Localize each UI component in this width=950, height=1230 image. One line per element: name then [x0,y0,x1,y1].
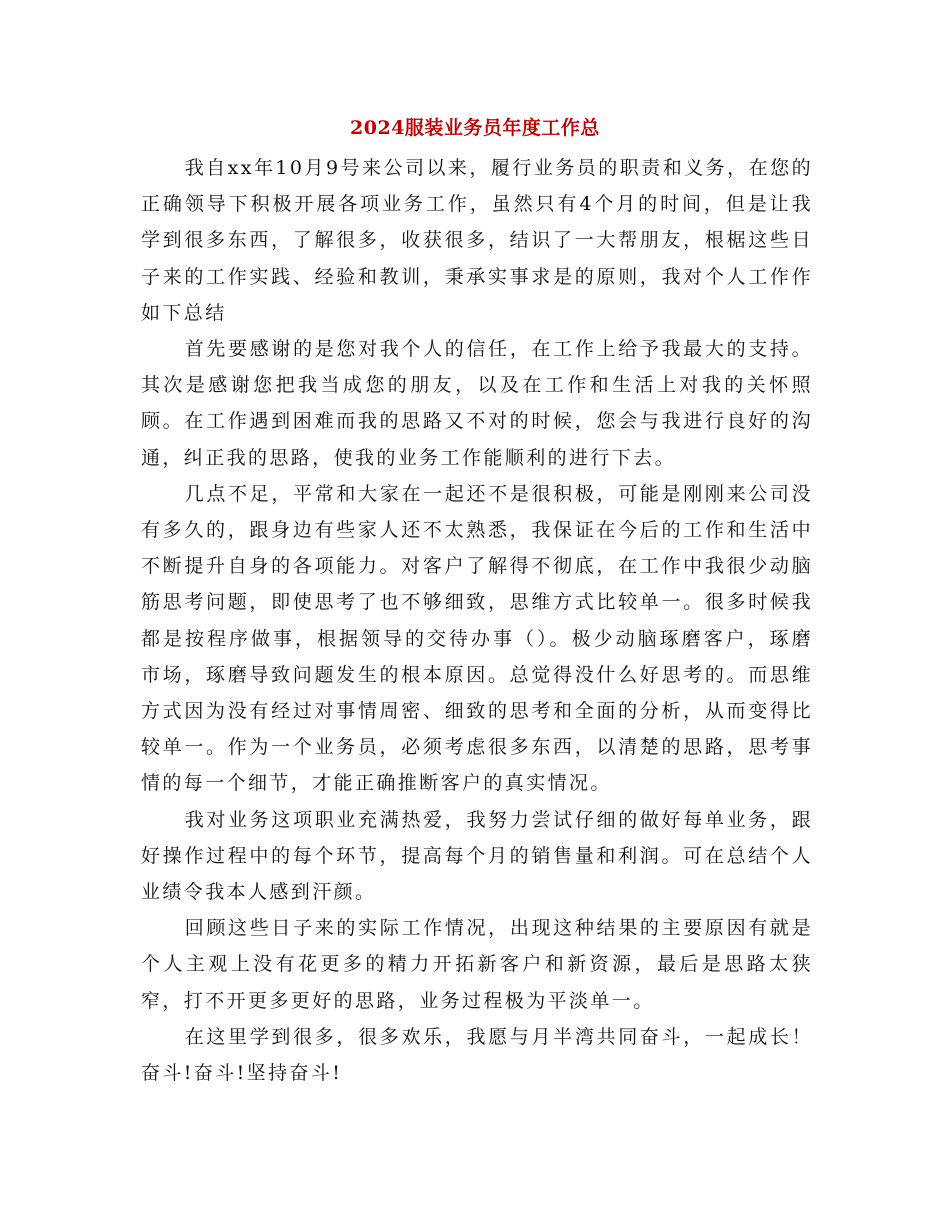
document-title: 2024服装业务员年度工作总 [350,117,600,139]
paragraph-3: 几点不足，平常和大家在一起还不是很积极，可能是刚刚来公司没有多久的，跟身边有些家人还不太熟悉，我保证在今后的工作和生活中不断提升自身的各项能力。对客户了解得不彻底，在工作中我很少动脑筋思考问题，即使思考了也不够细致，思维方式比较单一。很多时候我都是按程序做事，根据领导的交待办事（）。极少动脑琢磨客户，琢磨市场，琢磨导致问题发生的根本原因。总觉得没什么好思考的。而思维方式因为没有经过对事情周密、细致的思考和全面的分析，从而变得比较单一。作为一个业务员，必须考虑很多东西，以清楚的思路，思考事情的每一个细节，才能正确推断客户的真实情况。 [141,482,813,795]
document-body [141,150,813,1091]
paragraph-4: 我对业务这项职业充满热爱，我努力尝试仔细的做好每单业务，跟好操作过程中的每个环节，提高每个月的销售量和利润。可在总结个人业绩令我本人感到汗颜。 [141,808,813,904]
paragraph-1: 我自xx年10月9号来公司以来，履行业务员的职责和义务，在您的正确领导下积极开展各项业务工作，虽然只有4个月的时间，但是让我学到很多东西，了解很多，收获很多，结识了一大帮朋友，根椐这些日子来的工作实践、经验和教训，秉承实事求是的原则，我对个人工作作如下总结 [141,157,813,324]
paragraph-6: 在这里学到很多，很多欢乐，我愿与月半湾共同奋斗，一起成长！奋斗!奋斗!坚持奋斗! [141,1025,813,1085]
paragraph-5: 回顾这些日子来的实际工作情况，出现这种结果的主要原因有就是个人主观上没有花更多的精力开拓新客户和新资源，最后是思路太狭窄，打不开更多更好的思路，业务过程极为平淡单一。 [141,917,813,1012]
paragraph-2: 首先要感谢的是您对我个人的信任，在工作上给予我最大的支持。其次是感谢您把我当成您的朋友，以及在工作和生活上对我的关怀照顾。在工作遇到困难而我的思路又不对的时候，您会与我进行良好的沟通，纠正我的思路，使我的业务工作能顺利的进行下去。 [141,338,813,469]
